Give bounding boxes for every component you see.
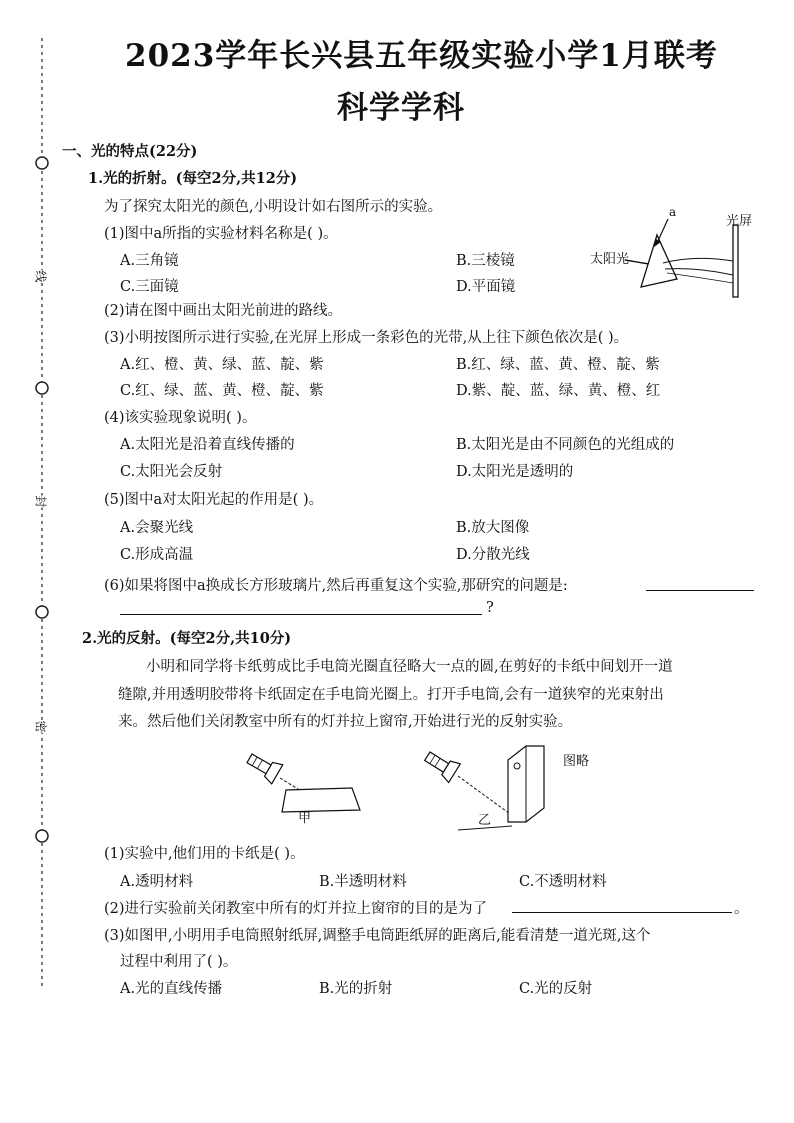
q2-para-line-2: 缝隙,并用透明胶带将卡纸固定在手电筒光圈上。打开手电筒,会有一道狭窄的光束射出 — [118, 687, 664, 703]
q1-sub3-stem: (3)小明按图所示进行实验,在光屏上形成一条彩色的光带,从上往下颜色依次是( )。 — [104, 330, 629, 346]
binding-label-seal: 封 — [33, 495, 48, 508]
binding-hole-2 — [36, 382, 48, 394]
q1-sub1-option-a: A.三角镜 — [120, 253, 179, 269]
figure-label-sun: 太阳光 — [590, 252, 630, 267]
q1-sub3-option-d: D.紫、靛、蓝、绿、黄、橙、红 — [456, 383, 661, 399]
q2-title: 2.光的反射。(每空2分,共10分) — [82, 630, 292, 647]
q2-para-line-1: 小明和同学将卡纸剪成比手电筒光圈直径略大一点的圆,在剪好的卡纸中间划开一道 — [146, 659, 673, 675]
page-title: 2023学年长兴县五年级实验小学1月联考 — [125, 38, 718, 74]
q1-sub4-option-c: C.太阳光会反射 — [120, 464, 223, 480]
q1-sub6-answer-line-1[interactable] — [646, 574, 754, 591]
q2-sub3-stem-line-1: (3)如图甲,小明用手电筒照射纸屏,调整手电筒距纸屏的距离后,能看清楚一道光斑,这个 — [104, 928, 651, 944]
pointer-a-line — [657, 219, 668, 243]
figure-jia — [244, 749, 360, 812]
q1-sub6-answer-line-2[interactable] — [120, 598, 482, 615]
light-screen — [733, 225, 738, 297]
q1-sub6-end-mark: ? — [486, 600, 494, 616]
q2-sub3-stem-line-2: 过程中利用了( )。 — [120, 954, 238, 970]
q2-sub3-option-c: C.光的反射 — [519, 981, 593, 997]
q1-title: 1.光的折射。(每空2分,共12分) — [88, 170, 298, 187]
q1-sub3-option-b: B.红、绿、蓝、黄、橙、靛、紫 — [456, 357, 660, 373]
q2-sub1-option-b: B.半透明材料 — [319, 874, 407, 890]
q1-sub4-option-d: D.太阳光是透明的 — [456, 464, 574, 480]
q1-sub4-stem: (4)该实验现象说明( )。 — [104, 410, 257, 426]
figure-label-jia: 甲 — [298, 811, 312, 826]
q2-sub1-option-c: C.不透明材料 — [519, 874, 607, 890]
q1-sub3-option-c: C.红、绿、蓝、黄、橙、靛、紫 — [120, 383, 324, 399]
binding-hole-3 — [36, 606, 48, 618]
q2-sub2-stem: (2)进行实验前关闭教室中所有的灯并拉上窗帘的目的是为了 — [104, 901, 488, 917]
q1-sub1-option-c: C.三面镜 — [120, 279, 179, 295]
q1-sub6-stem: (6)如果将图中a换成长方形玻璃片,然后再重复这个实验,那研究的问题是: — [104, 578, 568, 594]
figure-label-screen: 光屏 — [726, 214, 753, 229]
q1-sub1-option-d: D.平面镜 — [456, 279, 516, 295]
figure-label-tulue: 图略 — [563, 754, 590, 769]
binding-hole-1 — [36, 157, 48, 169]
q1-sub5-option-d: D.分散光线 — [456, 547, 530, 563]
binding-label-secret: 密 — [33, 720, 48, 733]
q1-sub5-option-b: B.放大图像 — [456, 520, 530, 536]
q2-sub1-stem: (1)实验中,他们用的卡纸是( )。 — [104, 846, 305, 862]
figure-label-a: a — [669, 205, 677, 219]
refracted-ray-1 — [663, 258, 733, 263]
q2-sub3-option-a: A.光的直线传播 — [120, 981, 223, 997]
q1-sub5-option-c: C.形成高温 — [120, 547, 194, 563]
q1-sub1-option-b: B.三棱镜 — [456, 253, 515, 269]
page-subtitle: 科学学科 — [337, 90, 465, 126]
q1-sub3-option-a: A.红、橙、黄、绿、蓝、靛、紫 — [120, 357, 324, 373]
q1-sub1-stem: (1)图中a所指的实验材料名称是( )。 — [104, 226, 338, 242]
q2-sub2-answer-line[interactable] — [512, 896, 732, 913]
q1-sub5-option-a: A.会聚光线 — [120, 520, 194, 536]
section-heading: 一、光的特点(22分) — [62, 143, 198, 160]
q1-sub2-stem: (2)请在图中画出太阳光前进的路线。 — [104, 303, 343, 319]
q2-sub3-option-b: B.光的折射 — [319, 981, 393, 997]
flashlight-figures — [240, 742, 560, 834]
binding-label-line: 线 — [33, 270, 48, 283]
q2-sub2-end-mark: 。 — [734, 901, 749, 917]
q2-sub1-option-a: A.透明材料 — [120, 874, 194, 890]
binding-hole-4 — [36, 830, 48, 842]
q1-sub5-stem: (5)图中a对太阳光起的作用是( )。 — [104, 492, 324, 508]
q1-intro: 为了探究太阳光的颜色,小明设计如右图所示的实验。 — [104, 199, 443, 215]
q2-para-line-3: 来。然后他们关闭教室中所有的灯并拉上窗帘,开始进行光的反射实验。 — [118, 714, 573, 730]
figure-label-yi: 乙 — [478, 813, 492, 828]
q1-sub4-option-b: B.太阳光是由不同颜色的光组成的 — [456, 437, 675, 453]
q1-sub4-option-a: A.太阳光是沿着直线传播的 — [120, 437, 295, 453]
